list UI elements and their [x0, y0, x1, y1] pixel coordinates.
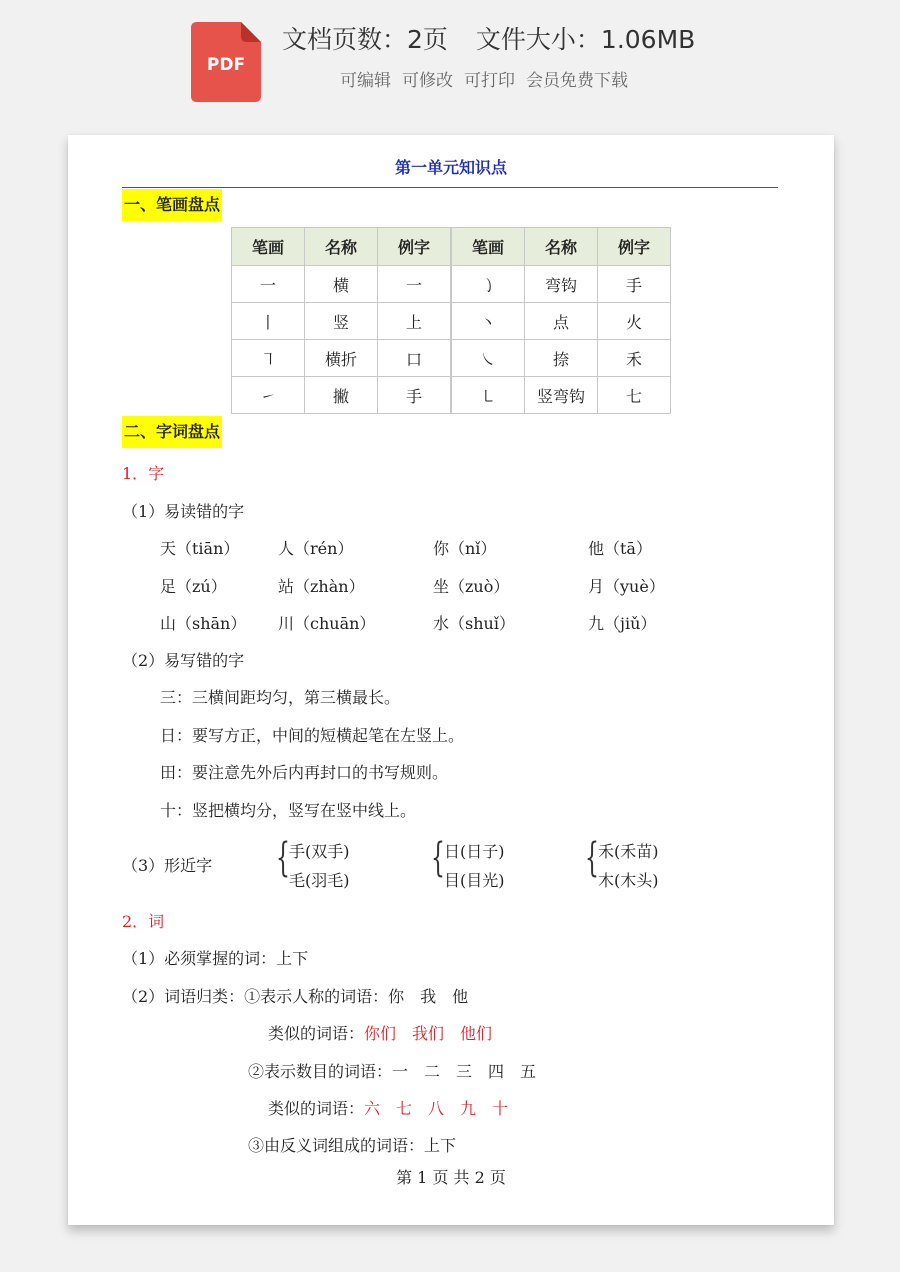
pinyin-entry: 坐（zuò） — [433, 577, 510, 596]
feature-modifiable: 可修改 — [402, 71, 453, 91]
similar-pair — [289, 837, 350, 895]
feature-printable: 可打印 — [464, 71, 515, 91]
table-cell: 一 — [378, 266, 452, 303]
brace-icon: { — [585, 835, 599, 881]
table-cell: ㇁ — [451, 266, 525, 303]
table-row — [232, 303, 671, 340]
table-cell: 弯钩 — [525, 266, 598, 303]
table-cell: 竖弯钩 — [525, 377, 598, 414]
subsection-words: 2．词 — [122, 912, 165, 931]
table-row — [232, 340, 671, 377]
pinyin-entry: 天（tiān） — [160, 539, 240, 558]
similar-char: 手(双手) — [289, 842, 350, 861]
pinyin-entry: 站（zhàn） — [278, 577, 365, 596]
pinyin-entry: 月（yuè） — [588, 577, 665, 596]
page-footer: 第 1 页 共 2 页 — [396, 1168, 506, 1187]
strokes-table — [231, 227, 671, 414]
table-header-row — [232, 228, 671, 266]
table-cell: ㇄ — [451, 377, 525, 414]
table-cell: 七 — [598, 377, 671, 414]
writing-tip: 十：竖把横均分，竖写在竖中线上。 — [160, 801, 417, 820]
title-divider — [122, 187, 778, 188]
feature-member-download: 会员免费下载 — [526, 71, 628, 91]
pinyin-entry: 川（chuān） — [278, 614, 376, 633]
table-header: 笔画 — [232, 228, 305, 266]
similar-words-numbers-list: 六 七 八 九 十 — [364, 1099, 509, 1118]
table-cell: 捺 — [525, 340, 598, 377]
table-cell: 口 — [378, 340, 452, 377]
table-cell: 点 — [525, 303, 598, 340]
word-classification: （2）词语归类：①表示人称的词语：你 我 他 — [122, 987, 469, 1006]
feature-editable: 可编辑 — [340, 71, 391, 91]
similar-label: 类似的词语： — [268, 1024, 365, 1043]
writing-tip: 田：要注意先外后内再封口的书写规则。 — [160, 763, 449, 782]
pinyin-entry: 山（shān） — [160, 614, 247, 633]
table-cell: 手 — [378, 377, 452, 414]
similar-words-people-list: 你们 我们 他们 — [364, 1024, 493, 1043]
table-cell: 火 — [598, 303, 671, 340]
table-cell: 撇 — [305, 377, 378, 414]
similar-char: 毛(羽毛) — [289, 871, 350, 890]
table-cell: 横折 — [305, 340, 378, 377]
table-cell: 竖 — [305, 303, 378, 340]
section-heading-strokes: 一、笔画盘点 — [122, 189, 222, 221]
brace-icon: { — [276, 835, 290, 881]
table-row — [232, 377, 671, 414]
similar-char: 禾(禾苗) — [598, 842, 659, 861]
pinyin-entry: 他（tā） — [588, 539, 652, 558]
pinyin-entry: 水（shuǐ） — [433, 614, 515, 633]
similar-pair — [444, 837, 505, 895]
table-header: 名称 — [525, 228, 598, 266]
pdf-file-icon — [191, 22, 261, 102]
pinyin-entry: 九（jiǔ） — [588, 614, 657, 633]
feature-list — [340, 66, 740, 91]
table-cell: 丶 — [451, 303, 525, 340]
item-similar-title: （3）形近字 — [122, 856, 213, 875]
writing-tip: 三：三横间距均匀，第三横最长。 — [160, 688, 401, 707]
pinyin-entry: 你（nǐ） — [433, 539, 497, 558]
similar-label: 类似的词语： — [268, 1099, 365, 1118]
writing-tip: 日：要写方正，中间的短横起笔在左竖上。 — [160, 726, 465, 745]
similar-char: 日(日子) — [444, 842, 505, 861]
antonym-words: ③由反义词组成的词语：上下 — [248, 1136, 457, 1155]
must-know-words: （1）必须掌握的词：上下 — [122, 949, 309, 968]
similar-words-numbers — [268, 1096, 508, 1119]
similar-char: 目(目光) — [444, 871, 505, 890]
brace-icon: { — [431, 835, 445, 881]
page-title: 第一单元知识点 — [394, 158, 507, 177]
table-header: 例字 — [598, 228, 671, 266]
table-header: 例字 — [378, 228, 452, 266]
table-cell: 手 — [598, 266, 671, 303]
section-heading-words: 二、字词盘点 — [122, 416, 222, 448]
table-cell: 横 — [305, 266, 378, 303]
file-info — [282, 20, 842, 56]
table-row — [232, 266, 671, 303]
pinyin-entry: 人（rén） — [278, 539, 354, 558]
table-cell: 禾 — [598, 340, 671, 377]
file-size: 文件大小：1.06MB — [475, 25, 696, 54]
subsection-characters: 1．字 — [122, 464, 165, 483]
table-cell: 丨 — [232, 303, 305, 340]
table-header: 笔画 — [451, 228, 525, 266]
page-count: 文档页数：2页 — [282, 25, 448, 54]
similar-words-people — [268, 1021, 492, 1044]
item-easy-write-title: （2）易写错的字 — [122, 651, 245, 670]
item-easy-read-title: （1）易读错的字 — [122, 502, 245, 521]
table-cell: ㇀ — [232, 377, 305, 414]
table-header: 名称 — [305, 228, 378, 266]
document-page — [68, 135, 834, 1225]
table-cell: 上 — [378, 303, 452, 340]
table-cell: ㇏ — [451, 340, 525, 377]
table-cell: ㇕ — [232, 340, 305, 377]
pdf-badge-text: PDF — [206, 55, 246, 75]
similar-pair — [598, 837, 659, 895]
similar-char: 木(木头) — [598, 871, 659, 890]
pinyin-entry: 足（zú） — [160, 577, 227, 596]
table-cell: 一 — [232, 266, 305, 303]
number-words: ②表示数目的词语：一 二 三 四 五 — [248, 1062, 537, 1081]
